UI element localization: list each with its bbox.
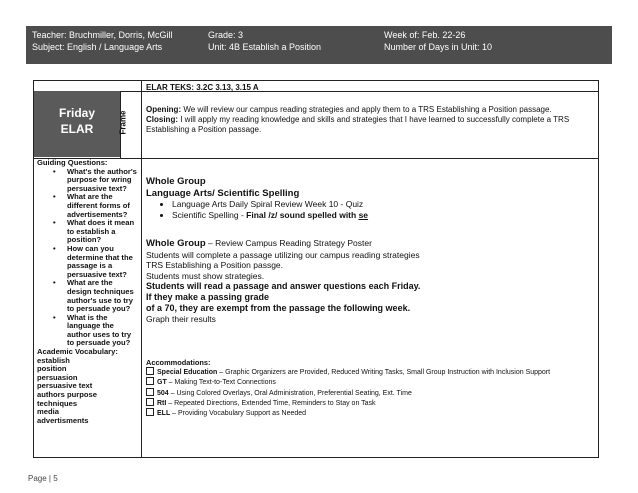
accommodation-item: [146, 377, 586, 387]
strategy-line: Students will complete a passage utilizing our campus reading strategies: [146, 249, 420, 260]
accommodations: [146, 358, 586, 418]
closing-line: [146, 115, 596, 135]
checkbox[interactable]: [146, 398, 154, 406]
accommodation-label: GT: [157, 379, 167, 387]
unit-label: Unit: 4B Establish a Position: [208, 42, 322, 52]
accommodation-label: Special Education: [157, 369, 218, 377]
vocab-title: Academic Vocabulary:: [37, 347, 118, 357]
guiding-column: [37, 159, 137, 425]
subject-label: Subject: English / Language Arts: [32, 42, 163, 52]
accommodation-item: [146, 398, 586, 408]
spelling-underlined: se: [358, 210, 369, 220]
day-box: [34, 91, 120, 157]
spelling-bold: Final /z/ sound spelled with: [246, 210, 359, 220]
accommodation-text: – Making Text-to-Text Connections: [166, 379, 276, 387]
guiding-question: • What does it mean to establish a position?: [67, 219, 137, 245]
strategy-line: Students must show strategies.: [146, 270, 265, 281]
frame-text: Frame: [118, 110, 128, 135]
vocab-word: persuasion: [37, 372, 78, 382]
strategy-title-bold: Whole Group: [146, 238, 206, 249]
grade-label: Grade: 3: [208, 30, 244, 40]
accommodation-item: [146, 388, 586, 398]
subject-name: ELAR: [60, 122, 94, 136]
closing-label: Closing:: [146, 115, 178, 124]
day-name: Friday: [58, 106, 95, 120]
strategy-line-bold: If they make a passing grade: [146, 292, 270, 302]
accommodation-label: RtI: [157, 399, 167, 407]
days-label: Number of Days in Unit: 10: [384, 42, 493, 52]
vocab-word: position: [37, 364, 67, 374]
checkbox[interactable]: [146, 367, 154, 375]
accommodations-title: Accommodations:: [146, 358, 211, 367]
accommodation-text: – Repeated Directions, Extended Time, Reminders to Stay on Task: [166, 399, 376, 407]
divider-column: [141, 158, 142, 458]
teks-label: ELAR TEKS: 3.2C 3.13, 3.15 A: [146, 83, 259, 92]
page-number: Page | 5: [28, 474, 58, 483]
teacher-label: Teacher: Bruchmiller, Dorris, McGill: [32, 30, 173, 40]
accommodation-label: 504: [157, 389, 169, 397]
guiding-question: • What are the design techniques author's use to try to persuade you?: [67, 279, 137, 313]
opening-label: Opening:: [146, 105, 182, 114]
accommodation-label: ELL: [157, 410, 171, 418]
accommodation-item: [146, 367, 586, 377]
vocab-word: establish: [37, 355, 70, 365]
closing-text: I will apply my reading knowledge and skills and strategies that I have learned to successfully complete a TRS Establishing a Position passage.: [146, 115, 570, 134]
frame-label: [118, 100, 141, 150]
vocab-word: persuasive text: [37, 381, 93, 391]
guiding-question: • What's the author's purpose for wring persuasive text?: [67, 168, 137, 194]
checkbox[interactable]: [146, 388, 154, 396]
guiding-question: • How can you determine that the passage is a persuasive text?: [67, 245, 137, 279]
main-column: [146, 176, 596, 325]
vocab-word: media: [37, 407, 59, 417]
strategy-line: TRS Establishing a Position passge.: [146, 260, 284, 270]
accommodation-text: – Graphic Organizers are Provided, Reduced Writing Tasks, Small Group Instruction with Inclusion Support: [217, 369, 551, 377]
vocab-word: authors purpose: [37, 390, 97, 400]
strategy-line-bold: Students will read a passage and answer questions each Friday.: [146, 281, 421, 291]
guiding-title: Guiding Questions:: [37, 158, 108, 167]
accommodation-item: [146, 408, 586, 418]
strategy-line-bold: of a 70, they are exempt from the passage the following week.: [146, 303, 411, 313]
accommodation-text: – Using Colored Overlays, Oral Administration, Preferential Seating, Ext. Time: [168, 389, 412, 397]
vocab-word: advertisments: [37, 415, 89, 425]
vocab-word: techniques: [37, 398, 78, 408]
spelling-prefix: Scientific Spelling -: [172, 210, 247, 220]
spelling-title: Language Arts/ Scientific Spelling: [146, 187, 300, 199]
week-label: Week of: Feb. 22-26: [384, 30, 466, 40]
strategy-line: Graph their results: [146, 314, 216, 324]
guiding-question: • What are the different forms of advertisements?: [67, 193, 137, 219]
spelling-list: [146, 199, 596, 221]
guiding-question: • What is the language the author uses to try to persuade you?: [67, 314, 137, 348]
strategy-title: [146, 238, 596, 250]
checkbox[interactable]: [146, 377, 154, 385]
guiding-list: [37, 168, 137, 348]
checkbox[interactable]: [146, 408, 154, 416]
header-banner: [26, 26, 612, 64]
spiral-review-item: • Language Arts Daily Spiral Review Week 10 - Quiz: [172, 199, 596, 210]
accommodation-text: – Providing Vocabulary Support as Needed: [170, 410, 307, 418]
opening-text: We will review our campus reading strategies and apply them to a TRS Establishing a Position passage.: [181, 105, 552, 114]
opening-line: [146, 105, 596, 115]
opening-closing: [146, 105, 596, 135]
whole-group-title: Whole Group: [146, 176, 206, 187]
scientific-spelling-item: [172, 210, 596, 221]
strategy-title-rest: – Review Campus Reading Strategy Poster: [205, 238, 372, 248]
